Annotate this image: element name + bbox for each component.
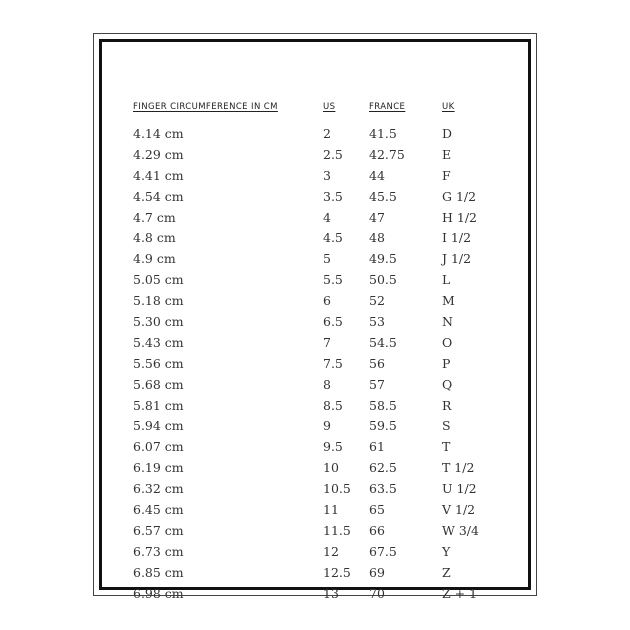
cell-france: 44	[369, 167, 385, 183]
cell-uk: T 1/2	[442, 460, 475, 476]
cell-us: 6	[323, 293, 331, 309]
table-row	[133, 521, 493, 542]
cell-us: 9.5	[323, 439, 343, 455]
table-row	[133, 228, 493, 249]
cell-us: 6.5	[323, 314, 343, 330]
cell-uk: G 1/2	[442, 188, 477, 204]
table-row	[133, 563, 493, 584]
cell-circumference: 6.32 cm	[133, 481, 184, 497]
cell-uk: R	[442, 397, 452, 413]
cell-france: 65	[369, 502, 385, 518]
cell-circumference: 6.73 cm	[133, 543, 184, 559]
cell-us: 5	[323, 251, 331, 267]
cell-france: 45.5	[369, 188, 397, 204]
cell-circumference: 5.18 cm	[133, 293, 184, 309]
cell-france: 69	[369, 564, 385, 580]
table-row	[133, 542, 493, 563]
cell-france: 47	[369, 209, 385, 225]
cell-us: 8.5	[323, 397, 343, 413]
cell-circumference: 6.57 cm	[133, 522, 184, 538]
cell-us: 2.5	[323, 146, 343, 162]
cell-circumference: 4.9 cm	[133, 251, 176, 267]
cell-circumference: 5.68 cm	[133, 376, 184, 392]
cell-uk: E	[442, 146, 452, 162]
cell-uk: Y	[442, 543, 451, 559]
cell-circumference: 4.7 cm	[133, 209, 176, 225]
cell-uk: M	[442, 293, 455, 309]
cell-france: 66	[369, 522, 385, 538]
cell-uk: P	[442, 355, 451, 371]
cell-france: 59.5	[369, 418, 397, 434]
cell-circumference: 6.45 cm	[133, 502, 184, 518]
cell-circumference: 5.81 cm	[133, 397, 184, 413]
cell-france: 56	[369, 355, 385, 371]
cell-circumference: 4.54 cm	[133, 188, 184, 204]
table-row	[133, 249, 493, 270]
cell-uk: Z	[442, 564, 451, 580]
cell-circumference: 4.14 cm	[133, 126, 184, 141]
cell-us: 3.5	[323, 188, 343, 204]
cell-france: 57	[369, 376, 385, 392]
table-row	[133, 584, 493, 605]
cell-us: 10.5	[323, 481, 351, 497]
cell-uk: Q	[442, 376, 453, 392]
table-row	[133, 416, 493, 437]
cell-uk: U 1/2	[442, 481, 477, 497]
cell-france: 48	[369, 230, 385, 246]
cell-us: 11.5	[323, 522, 351, 538]
cell-uk: L	[442, 272, 451, 288]
cell-france: 42.75	[369, 146, 405, 162]
table-row	[133, 312, 493, 333]
cell-us: 3	[323, 167, 331, 183]
table-row	[133, 396, 493, 417]
cell-us: 12.5	[323, 564, 351, 580]
cell-uk: H 1/2	[442, 209, 477, 225]
cell-france: 67.5	[369, 543, 397, 559]
cell-uk: F	[442, 167, 451, 183]
cell-circumference: 5.05 cm	[133, 272, 184, 288]
table-header	[133, 102, 493, 116]
cell-uk: V 1/2	[442, 502, 476, 518]
header-us: US	[323, 102, 336, 112]
cell-circumference: 6.98 cm	[133, 585, 184, 601]
table-row	[133, 124, 493, 145]
cell-us: 9	[323, 418, 331, 434]
cell-us: 7	[323, 334, 331, 350]
cell-france: 63.5	[369, 481, 397, 497]
table-row	[133, 458, 493, 479]
cell-france: 58.5	[369, 397, 397, 413]
table-row	[133, 208, 493, 229]
cell-us: 2	[323, 126, 331, 141]
cell-circumference: 4.41 cm	[133, 167, 184, 183]
cell-france: 49.5	[369, 251, 397, 267]
cell-france: 53	[369, 314, 385, 330]
cell-circumference: 4.8 cm	[133, 230, 176, 246]
table-row	[133, 500, 493, 521]
table-row	[133, 479, 493, 500]
size-chart-sheet	[93, 33, 537, 601]
cell-circumference: 4.29 cm	[133, 146, 184, 162]
cell-uk: N	[442, 314, 453, 330]
cell-uk: T	[442, 439, 451, 455]
cell-us: 7.5	[323, 355, 343, 371]
cell-france: 62.5	[369, 460, 397, 476]
cell-france: 52	[369, 293, 385, 309]
cell-us: 5.5	[323, 272, 343, 288]
cell-us: 11	[323, 502, 339, 518]
cell-uk: I 1/2	[442, 230, 472, 246]
cell-us: 13	[323, 585, 339, 601]
cell-uk: W 3/4	[442, 522, 479, 538]
cell-us: 4.5	[323, 230, 343, 246]
cell-circumference: 5.30 cm	[133, 314, 184, 330]
cell-france: 70	[369, 585, 385, 601]
cell-uk: Z + 1	[442, 585, 478, 601]
cell-circumference: 5.43 cm	[133, 334, 184, 350]
table-row	[133, 375, 493, 396]
header-france: FRANCE	[369, 102, 406, 112]
table-row	[133, 291, 493, 312]
cell-circumference: 5.94 cm	[133, 418, 184, 434]
header-uk: UK	[442, 102, 455, 112]
cell-circumference: 6.19 cm	[133, 460, 184, 476]
header-circumference: FINGER CIRCUMFERENCE IN CM	[133, 102, 278, 112]
cell-uk: D	[442, 126, 453, 141]
cell-us: 12	[323, 543, 339, 559]
table-row	[133, 166, 493, 187]
cell-circumference: 5.56 cm	[133, 355, 184, 371]
cell-us: 8	[323, 376, 331, 392]
cell-circumference: 6.07 cm	[133, 439, 184, 455]
table-body	[133, 124, 493, 604]
cell-uk: O	[442, 334, 453, 350]
cell-france: 54.5	[369, 334, 397, 350]
cell-us: 10	[323, 460, 339, 476]
cell-circumference: 6.85 cm	[133, 564, 184, 580]
table-row	[133, 270, 493, 291]
cell-uk: S	[442, 418, 451, 434]
table-row	[133, 187, 493, 208]
table-row	[133, 145, 493, 166]
table-row	[133, 354, 493, 375]
table-row	[133, 333, 493, 354]
cell-france: 61	[369, 439, 385, 455]
cell-uk: J 1/2	[442, 251, 472, 267]
table-row	[133, 437, 493, 458]
cell-france: 50.5	[369, 272, 397, 288]
cell-france: 41.5	[369, 126, 397, 141]
cell-us: 4	[323, 209, 331, 225]
